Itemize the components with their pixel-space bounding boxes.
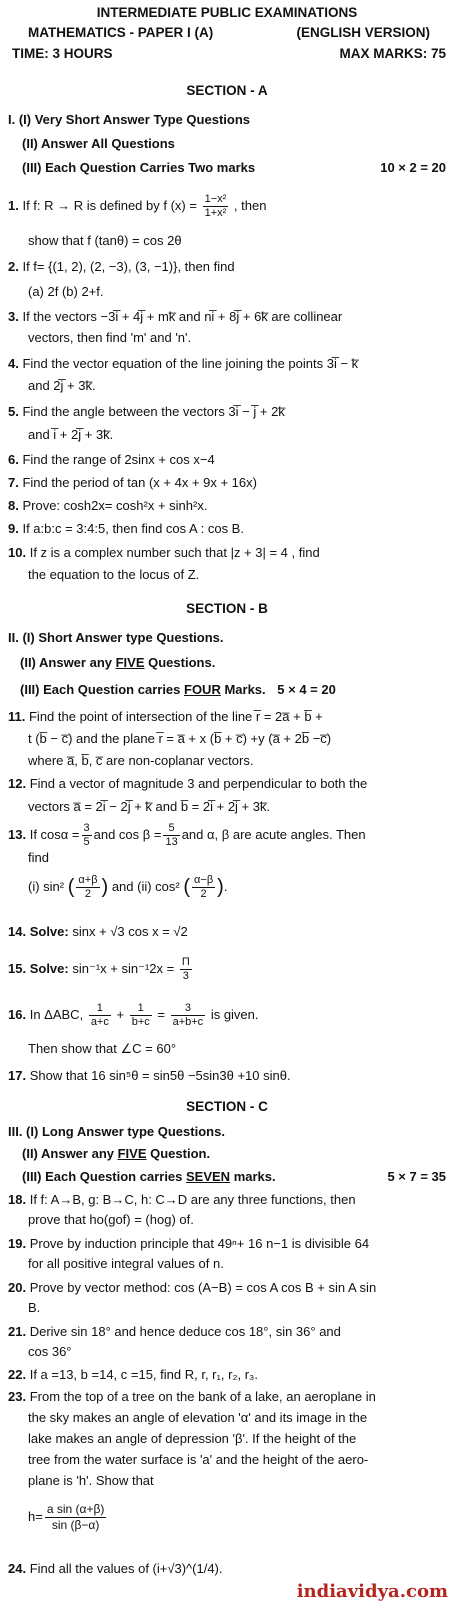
question-23-line3: lake makes an angle of depression 'β'. If the height of the [28, 1431, 357, 1446]
numerator: 5 [163, 822, 179, 836]
question-label: Solve: [29, 924, 69, 939]
numerator: 1 [130, 1002, 152, 1016]
question-text: In ΔABC, [29, 1006, 84, 1022]
question-number: 17. [8, 1068, 27, 1083]
question-text: and cos β = [93, 826, 162, 842]
question-1-cont: show that f (tanθ) = cos 2θ [28, 233, 182, 248]
time-line [8, 45, 446, 62]
question-number: 13. [8, 826, 27, 842]
question-text: sin⁻¹x + sin⁻¹2x = [72, 960, 175, 976]
instruction-text: (III) Each Question carries [20, 682, 184, 697]
max-marks: MAX MARKS: 75 [339, 46, 446, 61]
question-1 [8, 193, 446, 220]
section-b-line1: II. (I) Short Answer type Questions. [8, 630, 224, 645]
section-b-line3 [20, 681, 446, 698]
denominator: 2 [84, 888, 92, 900]
question-text: If f: A→B, g: B→C, h: C→D are any three functions, then [29, 1192, 356, 1207]
fraction [203, 193, 229, 220]
numerator: α−β [194, 874, 214, 886]
question-text: Derive sin 18° and hence deduce cos 18°, sin 36° and [29, 1324, 341, 1339]
question-text: Prove by induction principle that 49ⁿ+ 16 n−1 is divisible 64 [29, 1236, 370, 1251]
denominator: 5 [83, 836, 90, 848]
question-text: If f: R → R is defined by f (x) = [22, 197, 197, 213]
question-10 [8, 544, 446, 561]
question-text: Prove: cosh2x= cosh²x + sinh²x. [22, 498, 208, 513]
section-c-line2 [22, 1145, 446, 1162]
instruction-emphasis: SEVEN [186, 1169, 231, 1184]
question-14 [8, 923, 446, 940]
question-23 [8, 1388, 446, 1405]
denominator: a+c [90, 1016, 109, 1028]
question-4 [8, 355, 446, 372]
question-text: Find the period of tan (x + 4x + 9x + 16x) [22, 475, 257, 490]
question-text: , then [233, 197, 267, 213]
question-15 [8, 956, 446, 983]
section-b-line2 [20, 654, 446, 671]
question-11-cont2: where a̅, b̅, c̅ are non-coplanar vectors. [28, 753, 254, 768]
question-text: and (ii) cos² [111, 878, 180, 894]
question-number: 24. [8, 1561, 27, 1576]
question-number: 5. [8, 404, 19, 419]
paper-name: MATHEMATICS - PAPER I (A) [28, 25, 214, 40]
question-text: is given. [210, 1006, 259, 1022]
question-text: From the top of a tree on the bank of a lake, an aeroplane in [29, 1389, 376, 1404]
numerator: 3 [83, 822, 90, 834]
question-number: 2. [8, 259, 19, 274]
question-number: 14. [8, 924, 27, 939]
question-21 [8, 1323, 446, 1340]
question-23-line4: tree from the water surface is 'a' and the height of the aero- [28, 1452, 369, 1467]
question-9 [8, 520, 446, 537]
fraction [76, 874, 99, 901]
watermark: indiavidya.com [296, 1581, 448, 1602]
question-2-cont: (a) 2f (b) 2+f. [28, 284, 104, 299]
exam-title: INTERMEDIATE PUBLIC EXAMINATIONS [96, 5, 358, 20]
question-2 [8, 258, 446, 275]
question-number: 4. [8, 356, 19, 371]
question-5-cont: and i̅ + 2j̅ + 3k̅. [28, 427, 114, 442]
question-text: . [223, 878, 228, 894]
question-text: If f= {(1, 2), (2, −3), (3, −1)}, then find [22, 259, 235, 274]
question-number: 23. [8, 1389, 27, 1404]
question-10-cont: the equation to the locus of Z. [28, 567, 200, 582]
question-18-cont: prove that ho(gof) = (hog) of. [28, 1212, 194, 1227]
question-22 [8, 1366, 446, 1383]
section-b-marks: 5 × 4 = 20 [277, 682, 336, 697]
question-text: Show that 16 sin⁵θ = sin5θ −5sin3θ +10 sinθ. [29, 1068, 291, 1083]
question-13-cont: find [28, 850, 49, 865]
paper-version: (ENGLISH VERSION) [296, 25, 430, 40]
fraction [82, 822, 92, 849]
question-number: 9. [8, 521, 19, 536]
numerator: Π [181, 956, 190, 968]
question-label: Solve: [29, 960, 69, 976]
denominator: 2 [200, 888, 207, 900]
question-text: Find a vector of magnitude 3 and perpendicular to both the [29, 776, 368, 791]
question-11 [8, 708, 446, 725]
question-number: 10. [8, 545, 27, 560]
instruction-text: (II) Answer any [22, 1146, 118, 1161]
question-text: Find all the values of (i+√3)^(1/4). [29, 1561, 223, 1576]
question-21-cont: cos 36° [28, 1344, 72, 1359]
question-number: 1. [8, 197, 19, 213]
question-text: Prove by vector method: cos (A−B) = cos A cos B + sin A sin [29, 1280, 377, 1295]
question-number: 19. [8, 1236, 27, 1251]
section-c-marks: 5 × 7 = 35 [387, 1169, 446, 1184]
numerator: 1−x² [204, 193, 227, 205]
instruction-emphasis: FIVE [115, 655, 145, 670]
question-text: Find the vector equation of the line joining the points 3i̅ − k̅ [22, 356, 359, 371]
question-number: 8. [8, 498, 19, 513]
question-number: 7. [8, 475, 19, 490]
question-number: 12. [8, 776, 27, 791]
question-16 [8, 1002, 446, 1029]
operator: = [157, 1006, 165, 1022]
operator: + [116, 1006, 125, 1022]
question-number: 15. [8, 960, 27, 976]
numerator: α+β [78, 874, 98, 886]
question-text: If a:b:c = 3:4:5, then find cos A : cos B. [22, 521, 244, 536]
section-a-line1: I. (I) Very Short Answer Type Questions [8, 112, 250, 127]
instruction-text: marks. [230, 1169, 276, 1184]
question-13 [8, 822, 446, 849]
question-19 [8, 1235, 446, 1252]
question-19-cont: for all positive integral values of n. [28, 1256, 224, 1271]
section-c-line1: III. (I) Long Answer type Questions. [8, 1124, 225, 1139]
question-3 [8, 308, 446, 325]
question-5 [8, 403, 446, 420]
question-4-cont: and 2j̅ + 3k̅. [28, 378, 96, 393]
question-text: If z is a complex number such that |z + 3| = 4 , find [29, 545, 320, 560]
question-6 [8, 451, 446, 468]
denominator: 3 [182, 970, 189, 982]
fraction [89, 1002, 111, 1029]
instruction-text: (II) Answer any [20, 655, 116, 670]
question-18 [8, 1191, 446, 1208]
section-a-line3 [22, 159, 446, 176]
fraction [180, 956, 192, 983]
time-allowed: TIME: 3 HOURS [12, 46, 113, 61]
fraction [163, 822, 179, 849]
question-number: 20. [8, 1280, 27, 1295]
question-12 [8, 775, 446, 792]
question-number: 21. [8, 1324, 27, 1339]
question-13-parts: (i) sin² ( $\frac{\alpha+\beta}{2}$ ) and (ii) cos² ( $\frac{\alpha-\beta}{2}$ ). [28, 874, 228, 900]
question-12-cont: vectors a̅ = 2i̅ − 2j̅ + k̅ and b̅ = 2i̅ + 2j̅ + 3k̅. [28, 799, 271, 814]
section-a-instruction: (III) Each Question Carries Two marks [22, 160, 256, 175]
question-text: Find the range of 2sinx + cos x−4 [22, 452, 215, 467]
question-number: 3. [8, 309, 19, 324]
section-c-line3 [22, 1168, 446, 1185]
question-16-cont: Then show that ∠C = 60° [28, 1041, 177, 1056]
denominator: 13 [165, 836, 178, 848]
denominator: a+b+c [172, 1016, 204, 1028]
question-20 [8, 1279, 446, 1296]
section-c-title: SECTION - C [186, 1099, 268, 1114]
section-a-title: SECTION - A [186, 83, 268, 98]
numerator: a sin (α+β) [46, 1502, 105, 1516]
question-number: 22. [8, 1367, 27, 1382]
instruction-text: Marks. [220, 682, 266, 697]
denominator: 1+x² [204, 207, 227, 219]
instruction-text: Question. [146, 1146, 211, 1161]
question-11-cont: t (b̅ − c̅) and the plane r̅ = a̅ + x (b̅ + c̅) +y (a̅ + 2b̅ −c̅) [28, 731, 332, 746]
question-number: 11. [8, 709, 26, 724]
numerator: 1 [89, 1002, 111, 1016]
question-8 [8, 497, 446, 514]
question-23-formula [8, 1502, 446, 1533]
section-b-title: SECTION - B [186, 601, 268, 616]
instruction-emphasis: FIVE [117, 1146, 147, 1161]
fraction [171, 1002, 206, 1029]
question-23-line2: the sky makes an angle of elevation 'α' and its image in the [28, 1410, 368, 1425]
formula-lhs: h= [28, 1508, 43, 1524]
fraction [192, 874, 215, 901]
question-text: If cosα = [29, 826, 80, 842]
question-number: 6. [8, 452, 19, 467]
question-text: If a =13, b =14, c =15, find R, r, r₁, r₂, r₃. [29, 1367, 258, 1382]
denominator: sin (β−α) [51, 1518, 100, 1532]
question-text: If the vectors −3i̅ + 4j̅ + mk̅ and ni̅ + 8j̅ + 6k̅ are collinear [22, 309, 343, 324]
question-23-line5: plane is 'h'. Show that [28, 1473, 154, 1488]
fraction [130, 1002, 152, 1029]
question-text: sinx + √3 cos x = √2 [72, 924, 188, 939]
question-text: and α, β are acute angles. Then [181, 826, 366, 842]
instruction-emphasis: FOUR [184, 682, 221, 697]
question-number: 16. [8, 1006, 27, 1022]
question-7 [8, 474, 446, 491]
section-a-line2: (II) Answer All Questions [22, 136, 175, 151]
fraction [45, 1502, 107, 1533]
numerator: 3 [171, 1002, 206, 1016]
question-20-cont: B. [28, 1300, 41, 1315]
question-text: Find the angle between the vectors 3i̅ − j̅ + 2k̅ [22, 404, 285, 419]
section-a-marks: 10 × 2 = 20 [380, 160, 446, 175]
denominator: b+c [131, 1016, 150, 1028]
instruction-text: (III) Each Question carries [22, 1169, 186, 1184]
question-text: Find the point of intersection of the line r̅ = 2a̅ + b̅ + [28, 709, 323, 724]
question-24 [8, 1560, 446, 1577]
question-number: 18. [8, 1192, 27, 1207]
question-3-cont: vectors, then find 'm' and 'n'. [28, 330, 192, 345]
paper-line [8, 24, 446, 41]
instruction-text: Questions. [144, 655, 216, 670]
question-text: (i) sin² [28, 878, 65, 894]
question-17 [8, 1067, 446, 1084]
